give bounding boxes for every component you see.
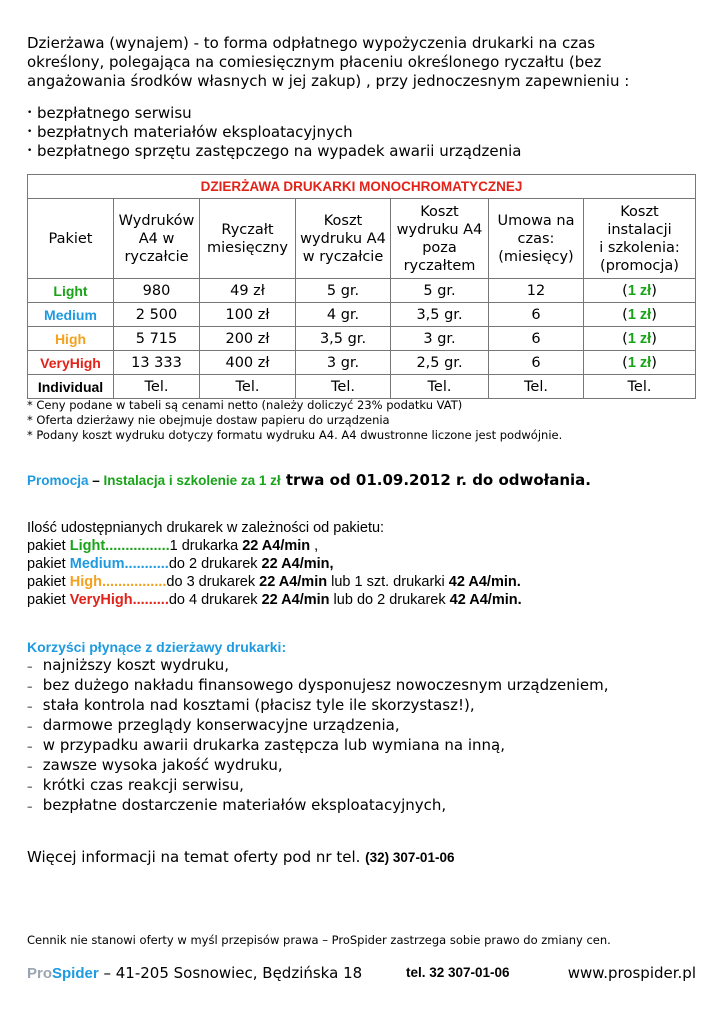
benefit-bullets [27,104,521,161]
list-item: – krótki czas reakcji serwisu, [27,776,244,794]
package-line-light: pakiet Light................1 drukarka 22 A4/min , [27,538,319,554]
package-name: Light [28,279,114,303]
dash-icon: – [27,680,33,693]
cell-months: 6 [489,303,584,327]
cell-cost-in: 3,5 gr. [296,327,391,351]
list-item: – bez dużego nakładu finansowego dysponujesz nowoczesnym urządzeniem, [27,676,609,694]
price-table [27,174,696,399]
footer-website[interactable]: www.prospider.pl [567,964,696,982]
cell-months: Tel. [489,375,584,399]
promotion-line [27,471,591,489]
cell-fee: 49 zł [200,279,296,303]
intro-line: angażowania środków własnych w jej zakup) , przy jednoczesnym zapewnieniu : [27,72,630,90]
note: * Oferta dzierżawy nie obejmuje dostaw papieru do urządzenia [27,413,390,427]
cell-prints: 13 333 [114,351,200,375]
cell-fee: 400 zł [200,351,296,375]
cell-cost-out: 3 gr. [391,327,489,351]
dash-icon: – [27,780,33,793]
cell-install: (1 zł) [584,327,696,351]
cell-cost-out: Tel. [391,375,489,399]
header-pakiet: Pakiet [28,199,114,279]
cell-install: (1 zł) [584,303,696,327]
intro-line: Dzierżawa (wynajem) - to forma odpłatnego wypożyczenia drukarki na czas [27,34,596,52]
table-title-row [28,175,696,199]
package-line-high: pakiet High................do 3 drukarek 22 A4/min lub 1 szt. drukarki 42 A4/min. [27,574,521,590]
table-title: DZIERŻAWA DRUKARKI MONOCHROMATYCZNEJ [28,175,696,199]
list-item: – najniższy koszt wydruku, [27,656,230,674]
bullet-icon: • [27,146,33,156]
table-row [28,327,696,351]
dash-icon: – [27,800,33,813]
cell-prints: 980 [114,279,200,303]
package-line-medium: pakiet Medium...........do 2 drukarek 22 A4/min, [27,556,334,572]
cell-months: 12 [489,279,584,303]
cell-cost-out: 5 gr. [391,279,489,303]
benefits-section [27,638,609,816]
package-name: Medium [28,303,114,327]
footer [27,964,696,982]
package-name: VeryHigh [28,351,114,375]
brand-logo: ProSpider [27,965,99,982]
promo-offer: Instalacja i szkolenie za 1 zł [103,473,281,488]
package-printers [27,519,522,609]
header-instalacja: Koszt instalacji i szkolenia: (promocja) [584,199,696,279]
note: * Ceny podane w tabeli są cenami netto (należy doliczyć 23% podatku VAT) [27,398,463,412]
package-name: High [28,327,114,351]
more-info [27,848,454,866]
list-item: – bezpłatne dostarczenie materiałów eksploatacyjnych, [27,796,447,814]
header-koszt-w-ryczalcie: Koszt wydruku A4 w ryczałcie [296,199,391,279]
promo-dash: – [88,473,104,488]
package-line-veryhigh: pakiet VeryHigh.........do 4 drukarek 22 A4/min lub do 2 drukarek 42 A4/min. [27,592,522,608]
footer-address: – 41-205 Sosnowiec, Będzińska 18 [98,964,363,982]
table-row [28,303,696,327]
table-header-row [28,199,696,279]
cell-prints: Tel. [114,375,200,399]
cell-cost-in: 3 gr. [296,351,391,375]
intro-line: określony, polegająca na comiesięcznym płaceniu określonego ryczałtu (bez [27,53,602,71]
bullet-icon: • [27,127,33,137]
list-item: – zawsze wysoka jakość wydruku, [27,756,283,774]
cell-prints: 5 715 [114,327,200,351]
cell-install: (1 zł) [584,279,696,303]
package-name: Individual [28,375,114,399]
bullet-item: • bezpłatnego sprzętu zastępczego na wypadek awarii urządzenia [27,142,522,160]
more-info-phone: (32) 307-01-06 [365,850,455,865]
dash-icon: – [27,700,33,713]
table-notes [27,398,562,443]
table-row [28,351,696,375]
list-item: – stała kontrola nad kosztami (płacisz tyle ile skorzystasz!), [27,696,475,714]
package-printers-intro: Ilość udostępnianych drukarek w zależności od pakietu: [27,520,385,536]
more-info-text: Więcej informacji na temat oferty pod nr tel. [27,848,366,866]
bullet-icon: • [27,108,33,118]
header-koszt-poza-ryczaltem: Koszt wydruku A4 poza ryczałtem [391,199,489,279]
benefits-list [27,656,609,816]
header-umowa: Umowa na czas: (miesięcy) [489,199,584,279]
cell-fee: Tel. [200,375,296,399]
cell-cost-out: 2,5 gr. [391,351,489,375]
bullet-item: • bezpłatnego serwisu [27,104,192,122]
cell-install: (1 zł) [584,351,696,375]
table-row [28,279,696,303]
cell-months: 6 [489,351,584,375]
cell-prints: 2 500 [114,303,200,327]
header-wydrukow: Wydruków A4 w ryczałcie [114,199,200,279]
dash-icon: – [27,720,33,733]
intro-paragraph [27,34,707,91]
cell-install: Tel. [584,375,696,399]
table-row [28,375,696,399]
disclaimer: Cennik nie stanowi oferty w myśl przepisów prawa – ProSpider zastrzega sobie prawo do zmiany cen. [27,933,611,947]
list-item: – darmowe przeglądy konserwacyjne urządzenia, [27,716,400,734]
cell-cost-in: 4 gr. [296,303,391,327]
cell-cost-in: 5 gr. [296,279,391,303]
cell-fee: 200 zł [200,327,296,351]
cell-cost-out: 3,5 gr. [391,303,489,327]
dash-icon: – [27,660,33,673]
cell-cost-in: Tel. [296,375,391,399]
cell-fee: 100 zł [200,303,296,327]
bullet-item: • bezpłatnych materiałów eksploatacyjnych [27,123,353,141]
list-item: – w przypadku awarii drukarka zastępcza lub wymiana na inną, [27,736,506,754]
header-ryczalt: Ryczałt miesięczny [200,199,296,279]
benefits-heading: Korzyści płynące z dzierżawy drukarki: [27,639,287,655]
dash-icon: – [27,740,33,753]
note: * Podany koszt wydruku dotyczy formatu wydruku A4. A4 dwustronne liczone jest podwójnie. [27,428,563,442]
dash-icon: – [27,760,33,773]
cell-months: 6 [489,327,584,351]
promo-duration: trwa od 01.09.2012 r. do odwołania. [280,471,591,489]
footer-phone: tel. 32 307-01-06 [406,965,510,980]
promo-label: Promocja [27,473,89,488]
